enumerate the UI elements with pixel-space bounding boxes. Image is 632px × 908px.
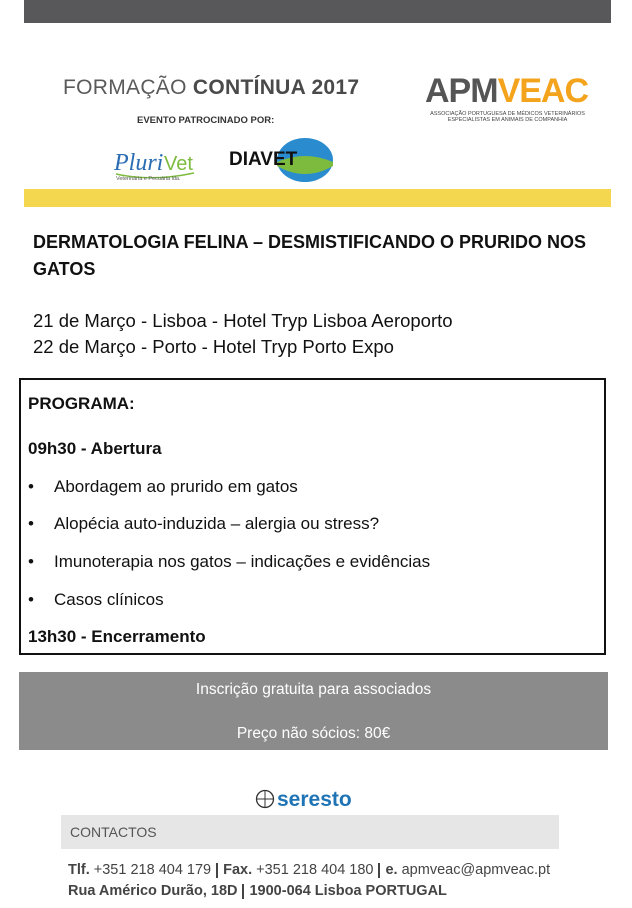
address: Rua Américo Durão, 18D <box>68 883 238 899</box>
apmveac-logo <box>425 72 590 122</box>
svg-text:DIAVET: DIAVET <box>229 149 298 170</box>
plurivet-sub: Veterinária e Pecuária lda. <box>116 176 181 182</box>
bullet-icon: • <box>28 590 34 609</box>
contact-address-line <box>68 883 447 899</box>
svg-text:Pluri: Pluri <box>114 150 164 176</box>
svg-text:seresto: seresto <box>277 788 352 811</box>
apmveac-sub1: ASSOCIAÇÃO PORTUGUESA DE MÉDICOS VETERINÁRIOS <box>430 111 585 117</box>
email-link[interactable]: apmveac@apmveac.pt <box>397 862 551 878</box>
bullet-icon: • <box>28 477 34 496</box>
programa-closing: 13h30 - Encerramento <box>28 627 206 646</box>
apmveac-logo-text-a: APM <box>425 72 498 110</box>
programa-opening: 09h30 - Abertura <box>28 439 162 458</box>
pricing-members: Inscrição gratuita para associados <box>195 681 432 698</box>
fax-number: +351 218 404 180 <box>252 862 374 878</box>
plurivet-logo-graphic <box>112 140 207 190</box>
event-dates <box>33 308 453 360</box>
programa-item: • Imunoterapia nos gatos – indicações e evidências <box>28 552 431 571</box>
programa-title: PROGRAMA: <box>28 394 135 413</box>
contact-phone-line: Tlf. +351 218 404 179 Fax. +351 218 404 180 e. apmveac@apmveac.pt <box>68 862 551 878</box>
bullet-icon: • <box>28 552 34 571</box>
pricing-non-members: Preço não sócios: 80€ <box>236 725 391 742</box>
apmveac-sub2: ESPECIALISTAS EM ANIMAIS DE COMPANHIA <box>447 117 568 123</box>
bullet-icon: • <box>28 514 34 533</box>
diavet-logo <box>225 136 335 184</box>
event-title: DERMATOLOGIA FELINA – DESMISTIFICANDO O PRURIDO NOS GATOS <box>33 232 587 279</box>
phone-number: +351 218 404 179 <box>89 862 212 878</box>
plurivet-logo <box>112 140 207 190</box>
apmveac-logo-text-b: VEAC <box>497 72 589 110</box>
contactos-label: CONTACTOS <box>70 824 157 840</box>
event-date-1: 21 de Março - Lisboa - Hotel Tryp Lisboa Aeroporto <box>33 310 453 331</box>
diavet-logo-graphic <box>225 136 335 184</box>
yellow-divider <box>24 189 611 207</box>
top-bar <box>24 0 611 23</box>
seresto-logo <box>255 786 375 812</box>
sponsored-label: EVENTO PATROCINADO POR: <box>137 115 275 126</box>
city: 1900-064 Lisboa PORTUGAL <box>249 883 447 899</box>
event-date-2: 22 de Março - Porto - Hotel Tryp Porto Expo <box>33 336 394 357</box>
svg-text:Vet: Vet <box>164 153 193 175</box>
programa-item: • Abordagem ao prurido em gatos <box>28 477 298 496</box>
formacao-heading: FORMAÇÃO CONTÍNUA 2017 <box>63 76 360 99</box>
programa-item: • Casos clínicos <box>28 590 164 609</box>
seresto-logo-graphic <box>255 786 375 812</box>
programa-item: • Alopécia auto-induzida – alergia ou stress? <box>28 514 380 533</box>
